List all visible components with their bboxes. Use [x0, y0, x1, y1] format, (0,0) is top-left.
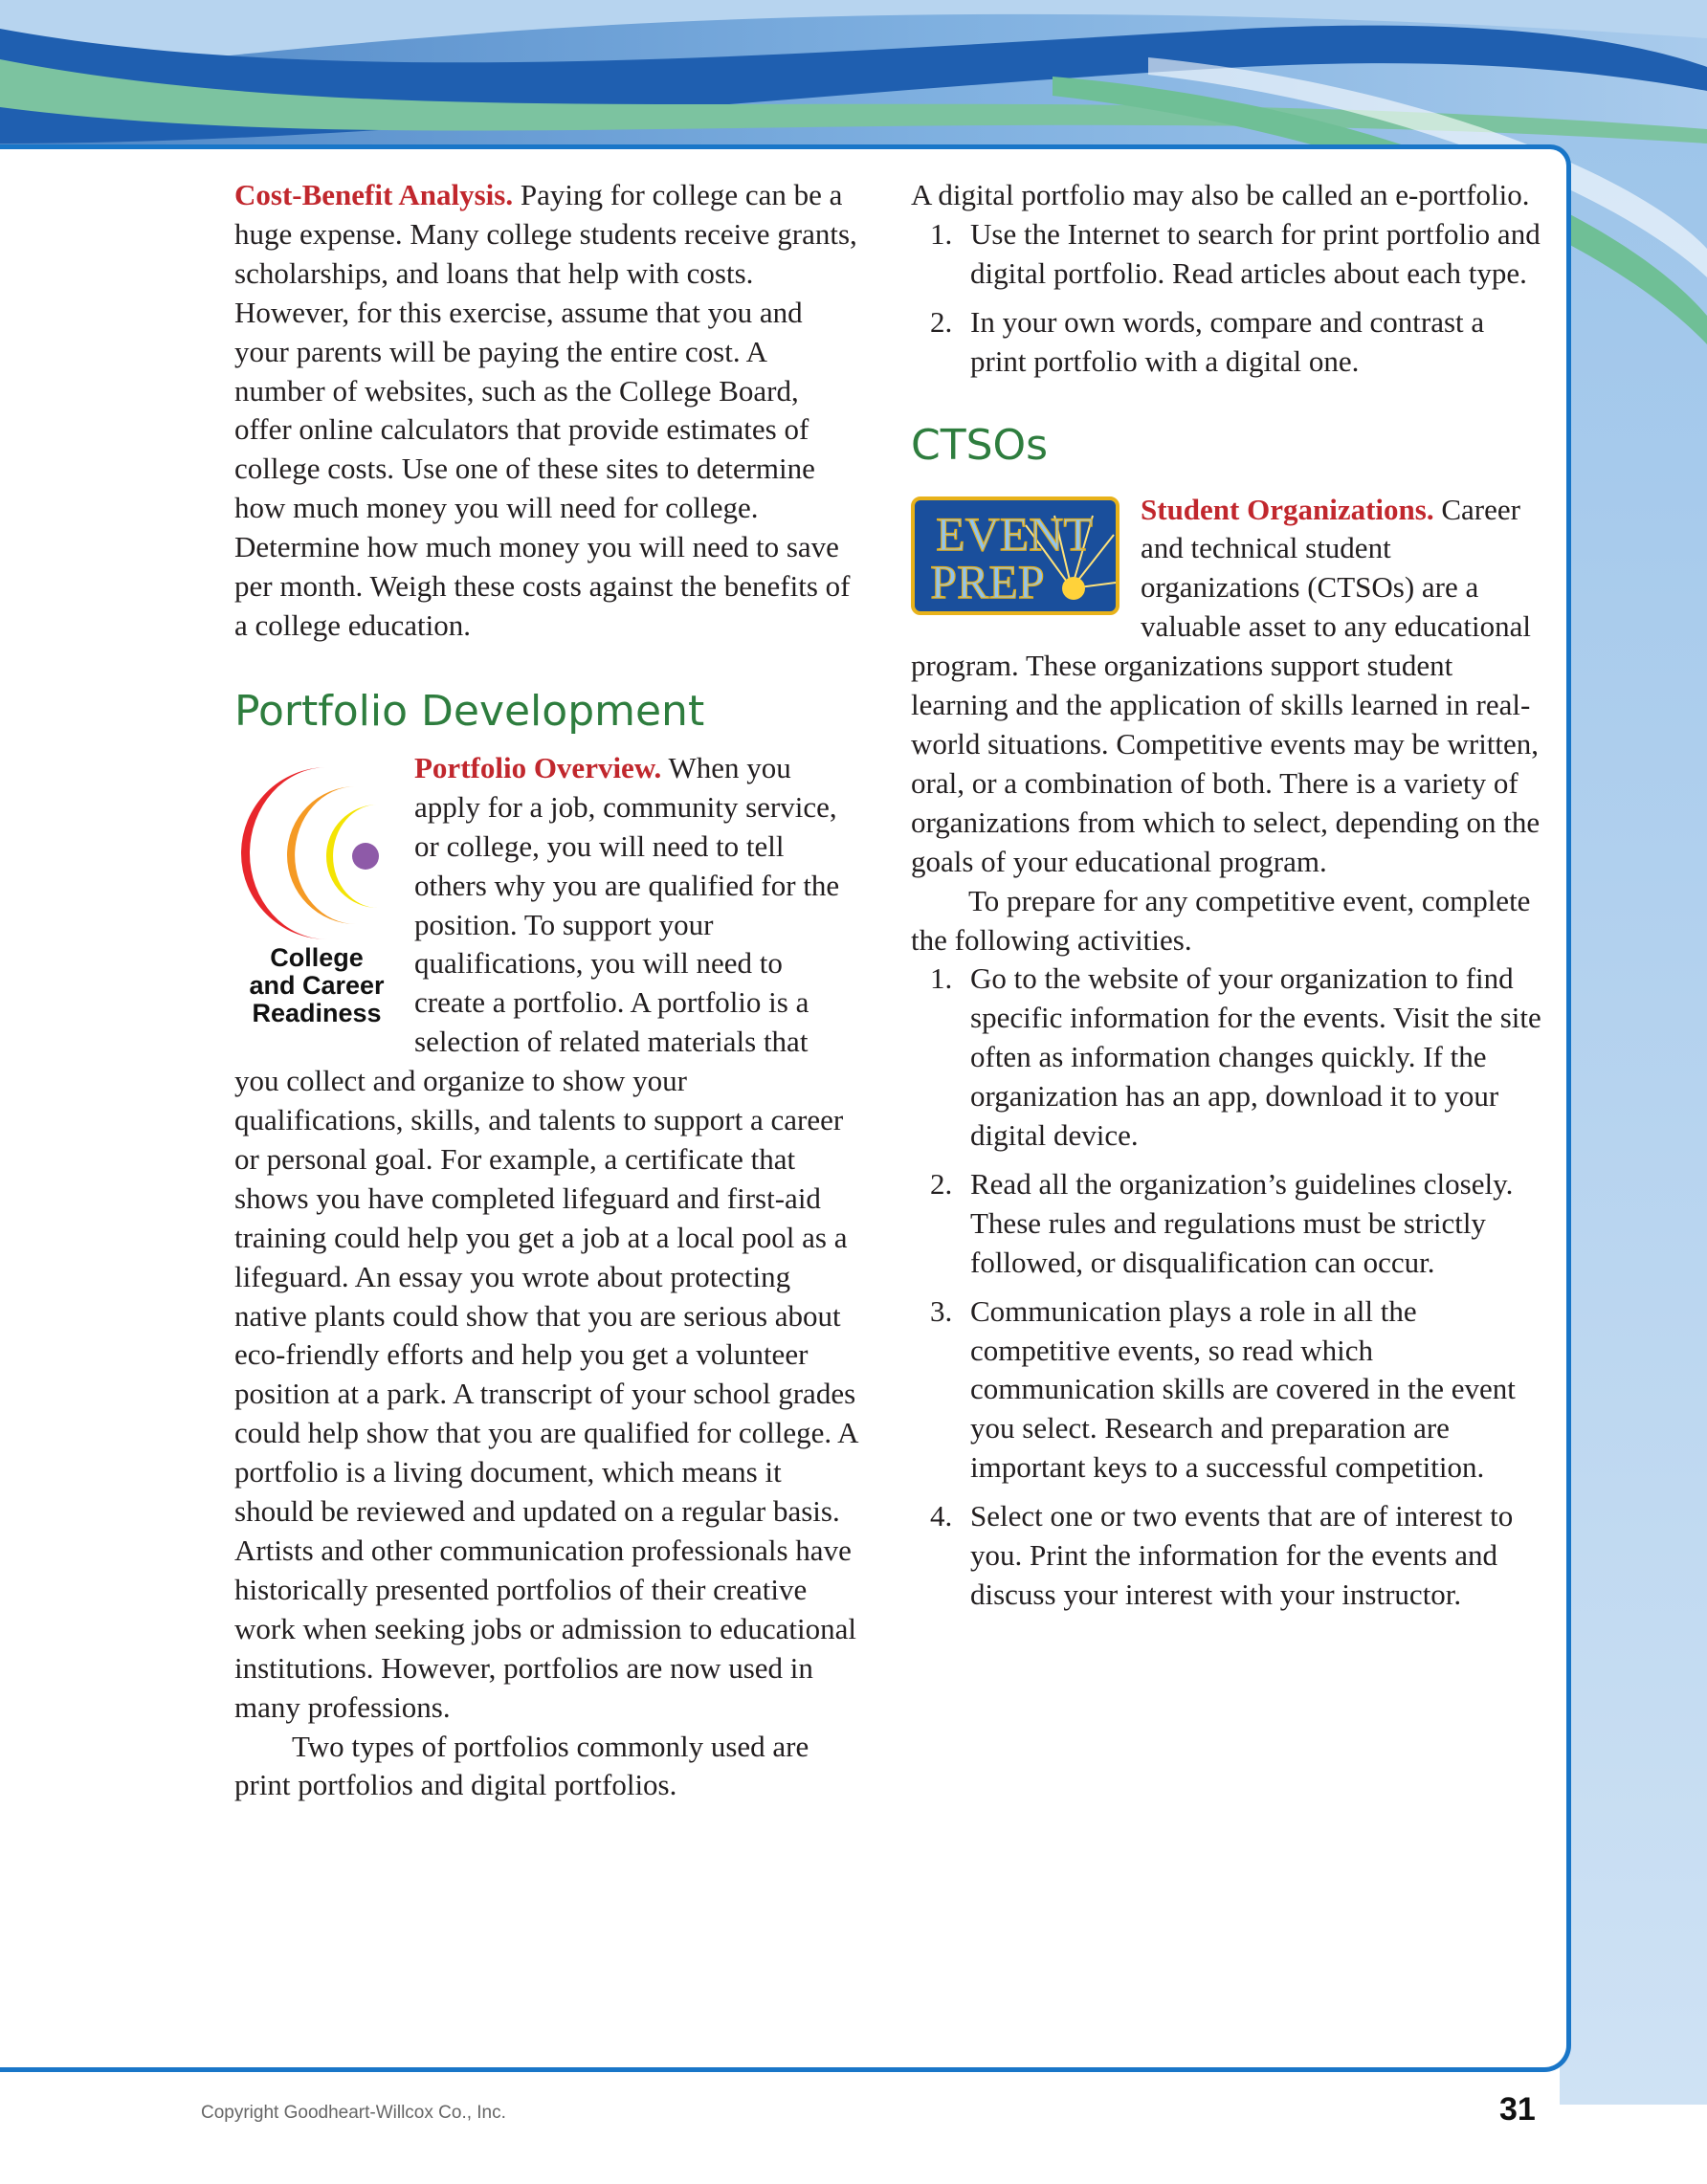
page-number: 31 [1499, 2091, 1536, 2128]
list-text: Select one or two events that are of interest to you. Print the information for the events and discuss your interest with your instructor. [970, 1499, 1514, 1611]
copyright-notice: Copyright Goodheart-Willcox Co., Inc. [201, 2103, 506, 2123]
college-career-readiness-badge [231, 753, 403, 1048]
portfolio-overview-title: Portfolio Overview. [414, 750, 662, 784]
portfolio-steps-list [911, 215, 1547, 382]
list-item [911, 1497, 1547, 1615]
list-text: Use the Internet to search for print portfolio and digital portfolio. Read articles about each type. [970, 216, 1541, 290]
cost-benefit-title: Cost-Benefit Analysis. [234, 178, 514, 211]
list-text: In your own words, compare and contrast a print portfolio with a digital one. [970, 304, 1485, 378]
list-item [911, 303, 1547, 382]
list-text: Go to the website of your organization to find specific information for the events. Visit the site often as information changes quickly. If the organization has an app, download it to your digital device. [970, 961, 1541, 1153]
event-prep-badge [911, 496, 1120, 615]
event-prep-logo-line-2: PREP [930, 554, 1045, 608]
event-prep-logo-line-1: EVENT [936, 506, 1093, 561]
competitive-event-paragraph: To prepare for any competitive event, complete the following activities. [911, 883, 1531, 957]
list-number: 4. [930, 1499, 953, 1533]
list-text: Read all the organization’s guidelines closely. These rules and regulations must be strictly followed, or disqualification can occur. [970, 1166, 1514, 1279]
list-item [911, 1292, 1547, 1489]
list-number: 1. [930, 216, 953, 251]
digital-portfolio-paragraph: A digital portfolio may also be called an e-portfolio. [911, 178, 1530, 211]
left-column [234, 176, 859, 1805]
list-number: 2. [930, 304, 953, 339]
event-prep-logo-icon [911, 496, 1120, 615]
badge-line: College [270, 942, 364, 972]
ctsos-steps-list [911, 960, 1547, 1615]
ctsos-heading: CTSOs [911, 420, 1049, 470]
college-career-readiness-label [226, 944, 408, 1027]
cost-benefit-body: Paying for college can be a huge expense. Many college students receive grants, scholarships, and loans that help with costs. However, for this exercise, assume that you and your parents will be paying the entire cost. A number of websites, such as the College Board, offer online calculators that provide estimates of college costs. Use one of these sites to determine how much money you will need for college. Determine how much money you will need to save per month. Weigh these costs against the benefits of a college education. [234, 178, 857, 642]
student-organizations-title: Student Organizations. [1141, 492, 1434, 526]
badge-line: Readiness [252, 998, 382, 1027]
right-column [911, 176, 1547, 1624]
list-item [911, 1165, 1547, 1283]
portfolio-overview-body: When you apply for a job, community service, or college, you will need to tell others why you are qualified for the position. To support your qualifications, you will need to create a portfolio. A portfolio is a selection of related materials that you collect and organize to show your qualifications, skills, and talents to support a career or personal goal. For example, a certificate that shows you have completed lifeguard and first-aid training could help you get a job at a local pool as a lifeguard. An essay you wrote about protecting native plants could show that you are serious about eco-friendly efforts and help you get a volunteer position at a park. A transcript of your school grades could help show that you are qualified for college. A portfolio is a living document, which means it should be reviewed and updated on a regular basis. Artists and other communication professionals have historically presented portfolios of their creative work when seeking jobs or admission to educational institutions. However, portfolios are now used in many professions. [234, 750, 857, 1724]
portfolio-types-paragraph: Two types of portfolios commonly used are print portfolios and digital portfolios. [234, 1729, 809, 1802]
list-item [911, 960, 1547, 1156]
cost-benefit-paragraph [234, 176, 859, 646]
college-career-readiness-icon [231, 753, 403, 944]
list-text: Communication plays a role in all the competitive events, so read which communication skills are covered in the event you select. Research and preparation are important keys to a successful competition. [970, 1293, 1516, 1485]
portfolio-heading: Portfolio Development [234, 686, 705, 736]
badge-line: and Career [249, 970, 385, 1000]
list-number: 1. [930, 961, 953, 996]
list-number: 3. [930, 1293, 953, 1328]
list-item [911, 215, 1547, 294]
list-number: 2. [930, 1166, 953, 1201]
student-organizations-body: Career and technical student organizations (CTSOs) are a valuable asset to any educational program. These organizations support student learning and the application of skills learned in real-world situations. Competitive events may be written, oral, or a combination of both. There is a variety of organizations from which to select, depending on the goals of your educational program. [911, 492, 1541, 878]
